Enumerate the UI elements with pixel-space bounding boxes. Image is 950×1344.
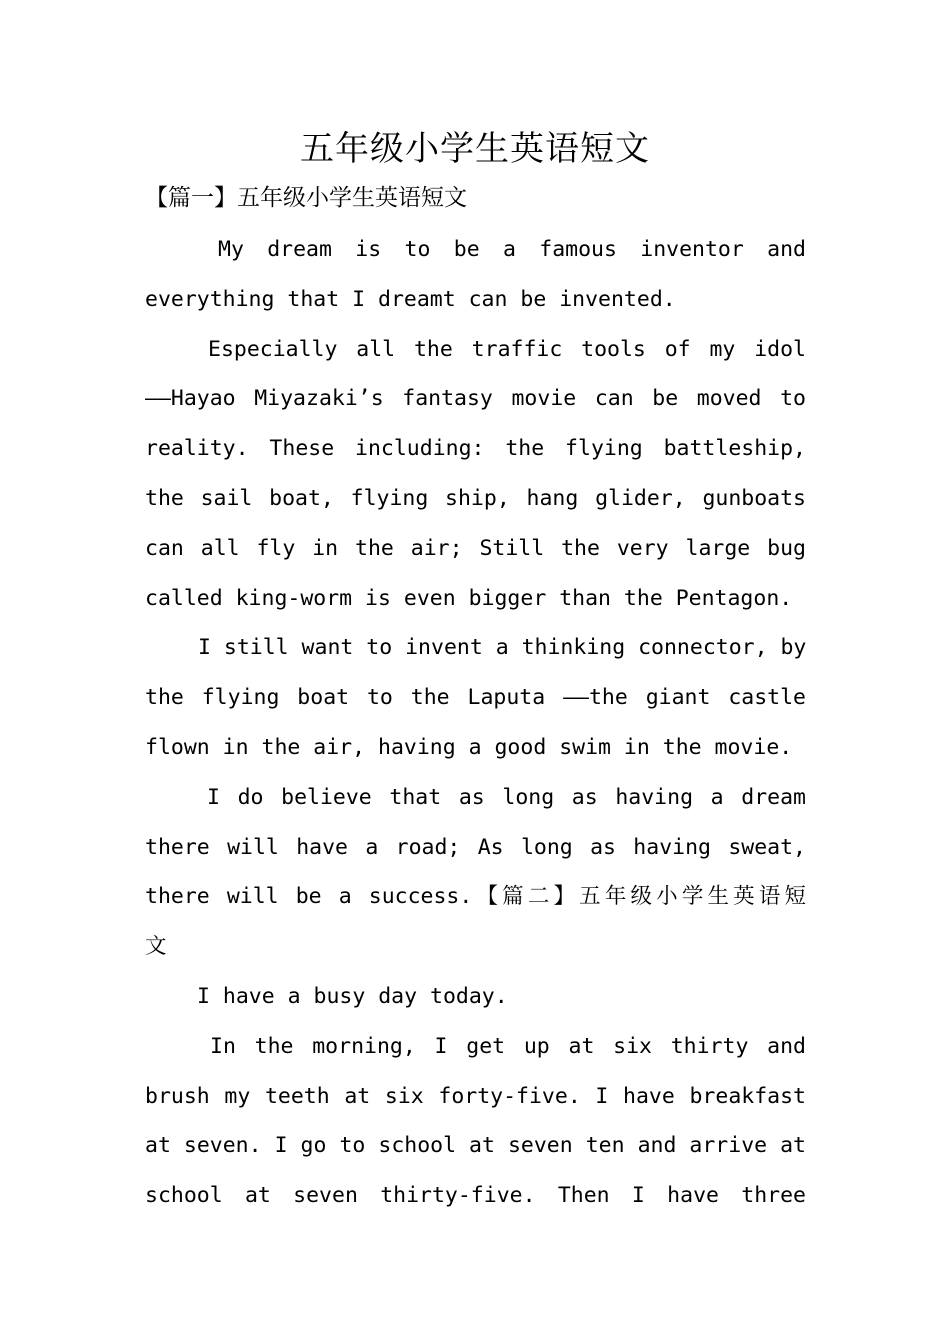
- body-text-line: I still want to invent a thinking connector, by: [198, 635, 806, 661]
- body-text-line: there will be a success.【篇二】五年级小学生英语短: [145, 884, 806, 910]
- body-text-line: I have a busy day today.: [197, 984, 508, 1009]
- section-heading-1: 【篇一】五年级小学生英语短文: [145, 185, 467, 211]
- body-text-line: reality. These including: the flying battleship,: [145, 436, 806, 462]
- body-text-line: school at seven thirty-five. Then I have three: [145, 1183, 806, 1209]
- body-text-line: ——Hayao Miyazaki’s fantasy movie can be moved to: [145, 386, 806, 412]
- body-text-line: In the morning, I get up at six thirty and: [210, 1033, 806, 1059]
- body-text-line: called king-worm is even bigger than the Pentagon.: [145, 585, 793, 611]
- body-text-line: everything that I dreamt can be invented.: [145, 286, 676, 312]
- body-text-line: Especially all the traffic tools of my idol: [208, 336, 806, 362]
- body-text-line: the flying boat to the Laputa ——the giant castle: [145, 685, 806, 711]
- body-text-line: flown in the air, having a good swim in the movie.: [145, 735, 793, 760]
- body-text-line: brush my teeth at six forty-five. I have breakfast: [145, 1083, 806, 1109]
- body-text-line: there will have a road; As long as having sweat,: [145, 834, 806, 860]
- body-text-line: can all fly in the air; Still the very large bug: [145, 535, 806, 561]
- document-title: 五年级小学生英语短文: [300, 129, 650, 169]
- body-text-line: the sail boat, flying ship, hang glider, gunboats: [145, 486, 806, 511]
- body-text-line: My dream is to be a famous inventor and: [218, 237, 806, 262]
- body-text-line: I do believe that as long as having a dream: [207, 784, 806, 810]
- body-text-line: 文: [145, 934, 167, 960]
- body-text-line: at seven. I go to school at seven ten and arrive at: [145, 1133, 806, 1159]
